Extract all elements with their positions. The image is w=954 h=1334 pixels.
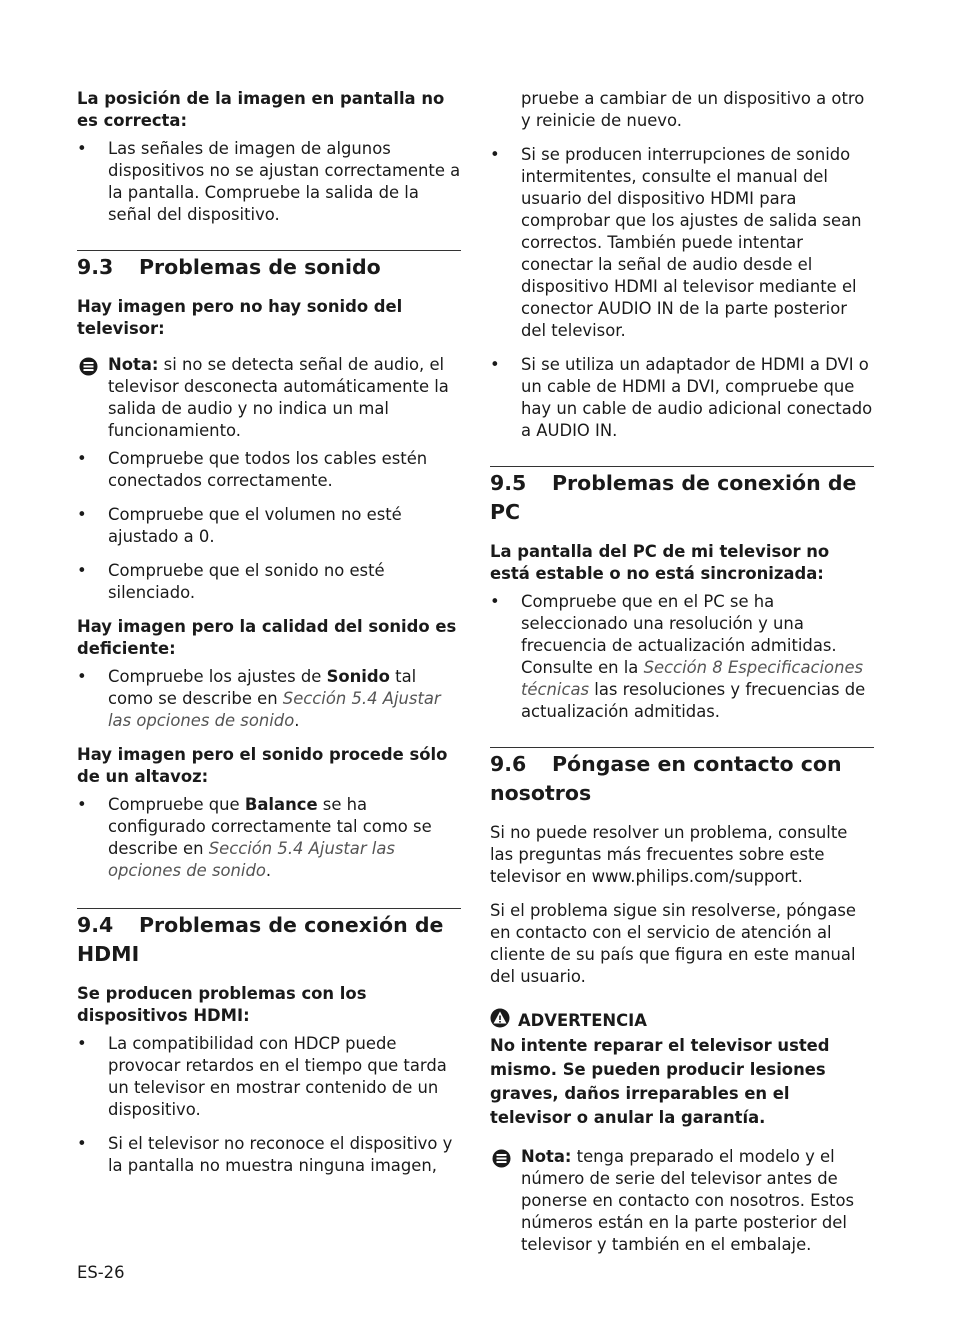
section-heading: 9.5 Problemas de conexión de PC bbox=[490, 471, 857, 524]
list-item: • Compruebe que el sonido no esté silenciado. bbox=[77, 561, 385, 602]
page-number: ES-26 bbox=[77, 1263, 125, 1282]
cross-reference: Sección 5.4 Ajustar las opciones de sonido bbox=[108, 839, 395, 880]
section-9-3 bbox=[77, 250, 461, 282]
list-item: • Compruebe que el volumen no esté ajustado a 0. bbox=[77, 505, 402, 546]
section-heading: 9.4 Problemas de conexión de HDMI bbox=[77, 913, 444, 966]
question-image-position: La posición de la imagen en pantalla no es correcta: bbox=[77, 89, 445, 130]
question-poor-sound: Hay imagen pero la calidad del sonido es deficiente: bbox=[77, 617, 457, 658]
warning-icon bbox=[490, 1008, 510, 1034]
bullet-list bbox=[77, 448, 461, 604]
list-item: • Si se producen interrupciones de sonido intermitentes, consulte el manual del usuario del dispositivo HDMI para comprobar que los ajustes de salida sean correctos. También puede intentar conectar la señal de audio desde el dispositivo HDMI al televisor mediante el conector AUDIO IN de la parte posterior del televisor. bbox=[490, 145, 862, 340]
right-column bbox=[490, 88, 874, 1256]
section-9-5 bbox=[490, 466, 874, 527]
bullet-list bbox=[77, 1033, 461, 1177]
paragraph: Si no puede resolver un problema, consulte las preguntas más frecuentes sobre este televisor en www.philips.com/support. bbox=[490, 823, 848, 886]
question-hdmi: Se producen problemas con los dispositivos HDMI: bbox=[77, 984, 367, 1025]
bullet-list bbox=[490, 591, 874, 723]
list-item: • La compatibilidad con HDCP puede provocar retardos en el tiempo que tarda un televisor en mostrar contenido de un dispositivo. bbox=[77, 1034, 447, 1119]
section-9-4 bbox=[77, 908, 461, 969]
question-one-speaker: Hay imagen pero el sonido procede sólo de un altavoz: bbox=[77, 745, 448, 786]
note-icon bbox=[492, 1149, 511, 1174]
warning-heading: ADVERTENCIA bbox=[490, 1008, 874, 1034]
note-block: Nota: si no se detecta señal de audio, el televisor desconecta automáticamente la salida de audio y no indica un mal funcionamiento. bbox=[77, 354, 461, 442]
warning-text: No intente reparar el televisor usted mismo. Se pueden producir lesiones graves, daños irreparables en el televisor o anular la garantía. bbox=[490, 1036, 830, 1127]
list-item-continued: pruebe a cambiar de un dispositivo a otro y reinicie de nuevo. bbox=[521, 89, 865, 130]
list-item: • Las señales de imagen de algunos dispositivos no se ajustan correctamente a la pantalla. Compruebe la salida de la señal del dispositivo. bbox=[77, 139, 461, 224]
cross-reference: Sección 5.4 Ajustar las opciones de sonido bbox=[108, 689, 441, 730]
list-item: • Si se utiliza un adaptador de HDMI a DVI o un cable de HDMI a DVI, compruebe que hay un cable de audio adicional conectado a AUDIO IN. bbox=[490, 355, 873, 440]
question-pc-display: La pantalla del PC de mi televisor no está estable o no está sincronizada: bbox=[490, 542, 830, 583]
section-heading: 9.6 Póngase en contacto con nosotros bbox=[490, 752, 842, 805]
list-item: • Si el televisor no reconoce el dispositivo y la pantalla no muestra ninguna imagen, bbox=[77, 1134, 453, 1175]
bullet-list bbox=[77, 666, 461, 732]
section-9-6 bbox=[490, 747, 874, 808]
left-column bbox=[77, 88, 461, 1189]
bullet-list bbox=[77, 794, 461, 882]
section-heading: 9.3 Problemas de sonido bbox=[77, 255, 381, 279]
paragraph: Si el problema sigue sin resolverse, póngase en contacto con el servicio de atención al cliente de su país que figura en este manual del usuario. bbox=[490, 901, 857, 986]
cross-reference: Sección 8 Especificaciones técnicas bbox=[521, 658, 864, 699]
note-icon bbox=[79, 357, 98, 382]
list-item: • Compruebe que todos los cables estén conectados correctamente. bbox=[77, 449, 428, 490]
list-item: • Compruebe los ajustes de Sonido tal como se describe en Sección 5.4 Ajustar las opciones de sonido. bbox=[77, 667, 441, 730]
note-block: Nota: tenga preparado el modelo y el número de serie del televisor antes de ponerse en contacto con nosotros. Estos números están en la parte posterior del televisor y también en el embalaje. bbox=[490, 1146, 874, 1256]
question-no-sound: Hay imagen pero no hay sonido del televisor: bbox=[77, 297, 403, 338]
list-item: • Compruebe que Balance se ha configurado correctamente tal como se describe en Sección 5.4 Ajustar las opciones de sonido. bbox=[77, 795, 432, 880]
list-item: • Compruebe que en el PC se ha seleccionado una resolución y una frecuencia de actualización admitidas. Consulte en la Sección 8 Especificaciones técnicas las resoluciones y frecuencias de actualización admitidas. bbox=[490, 592, 866, 721]
bullet-list bbox=[77, 138, 461, 226]
bullet-list bbox=[490, 88, 874, 442]
